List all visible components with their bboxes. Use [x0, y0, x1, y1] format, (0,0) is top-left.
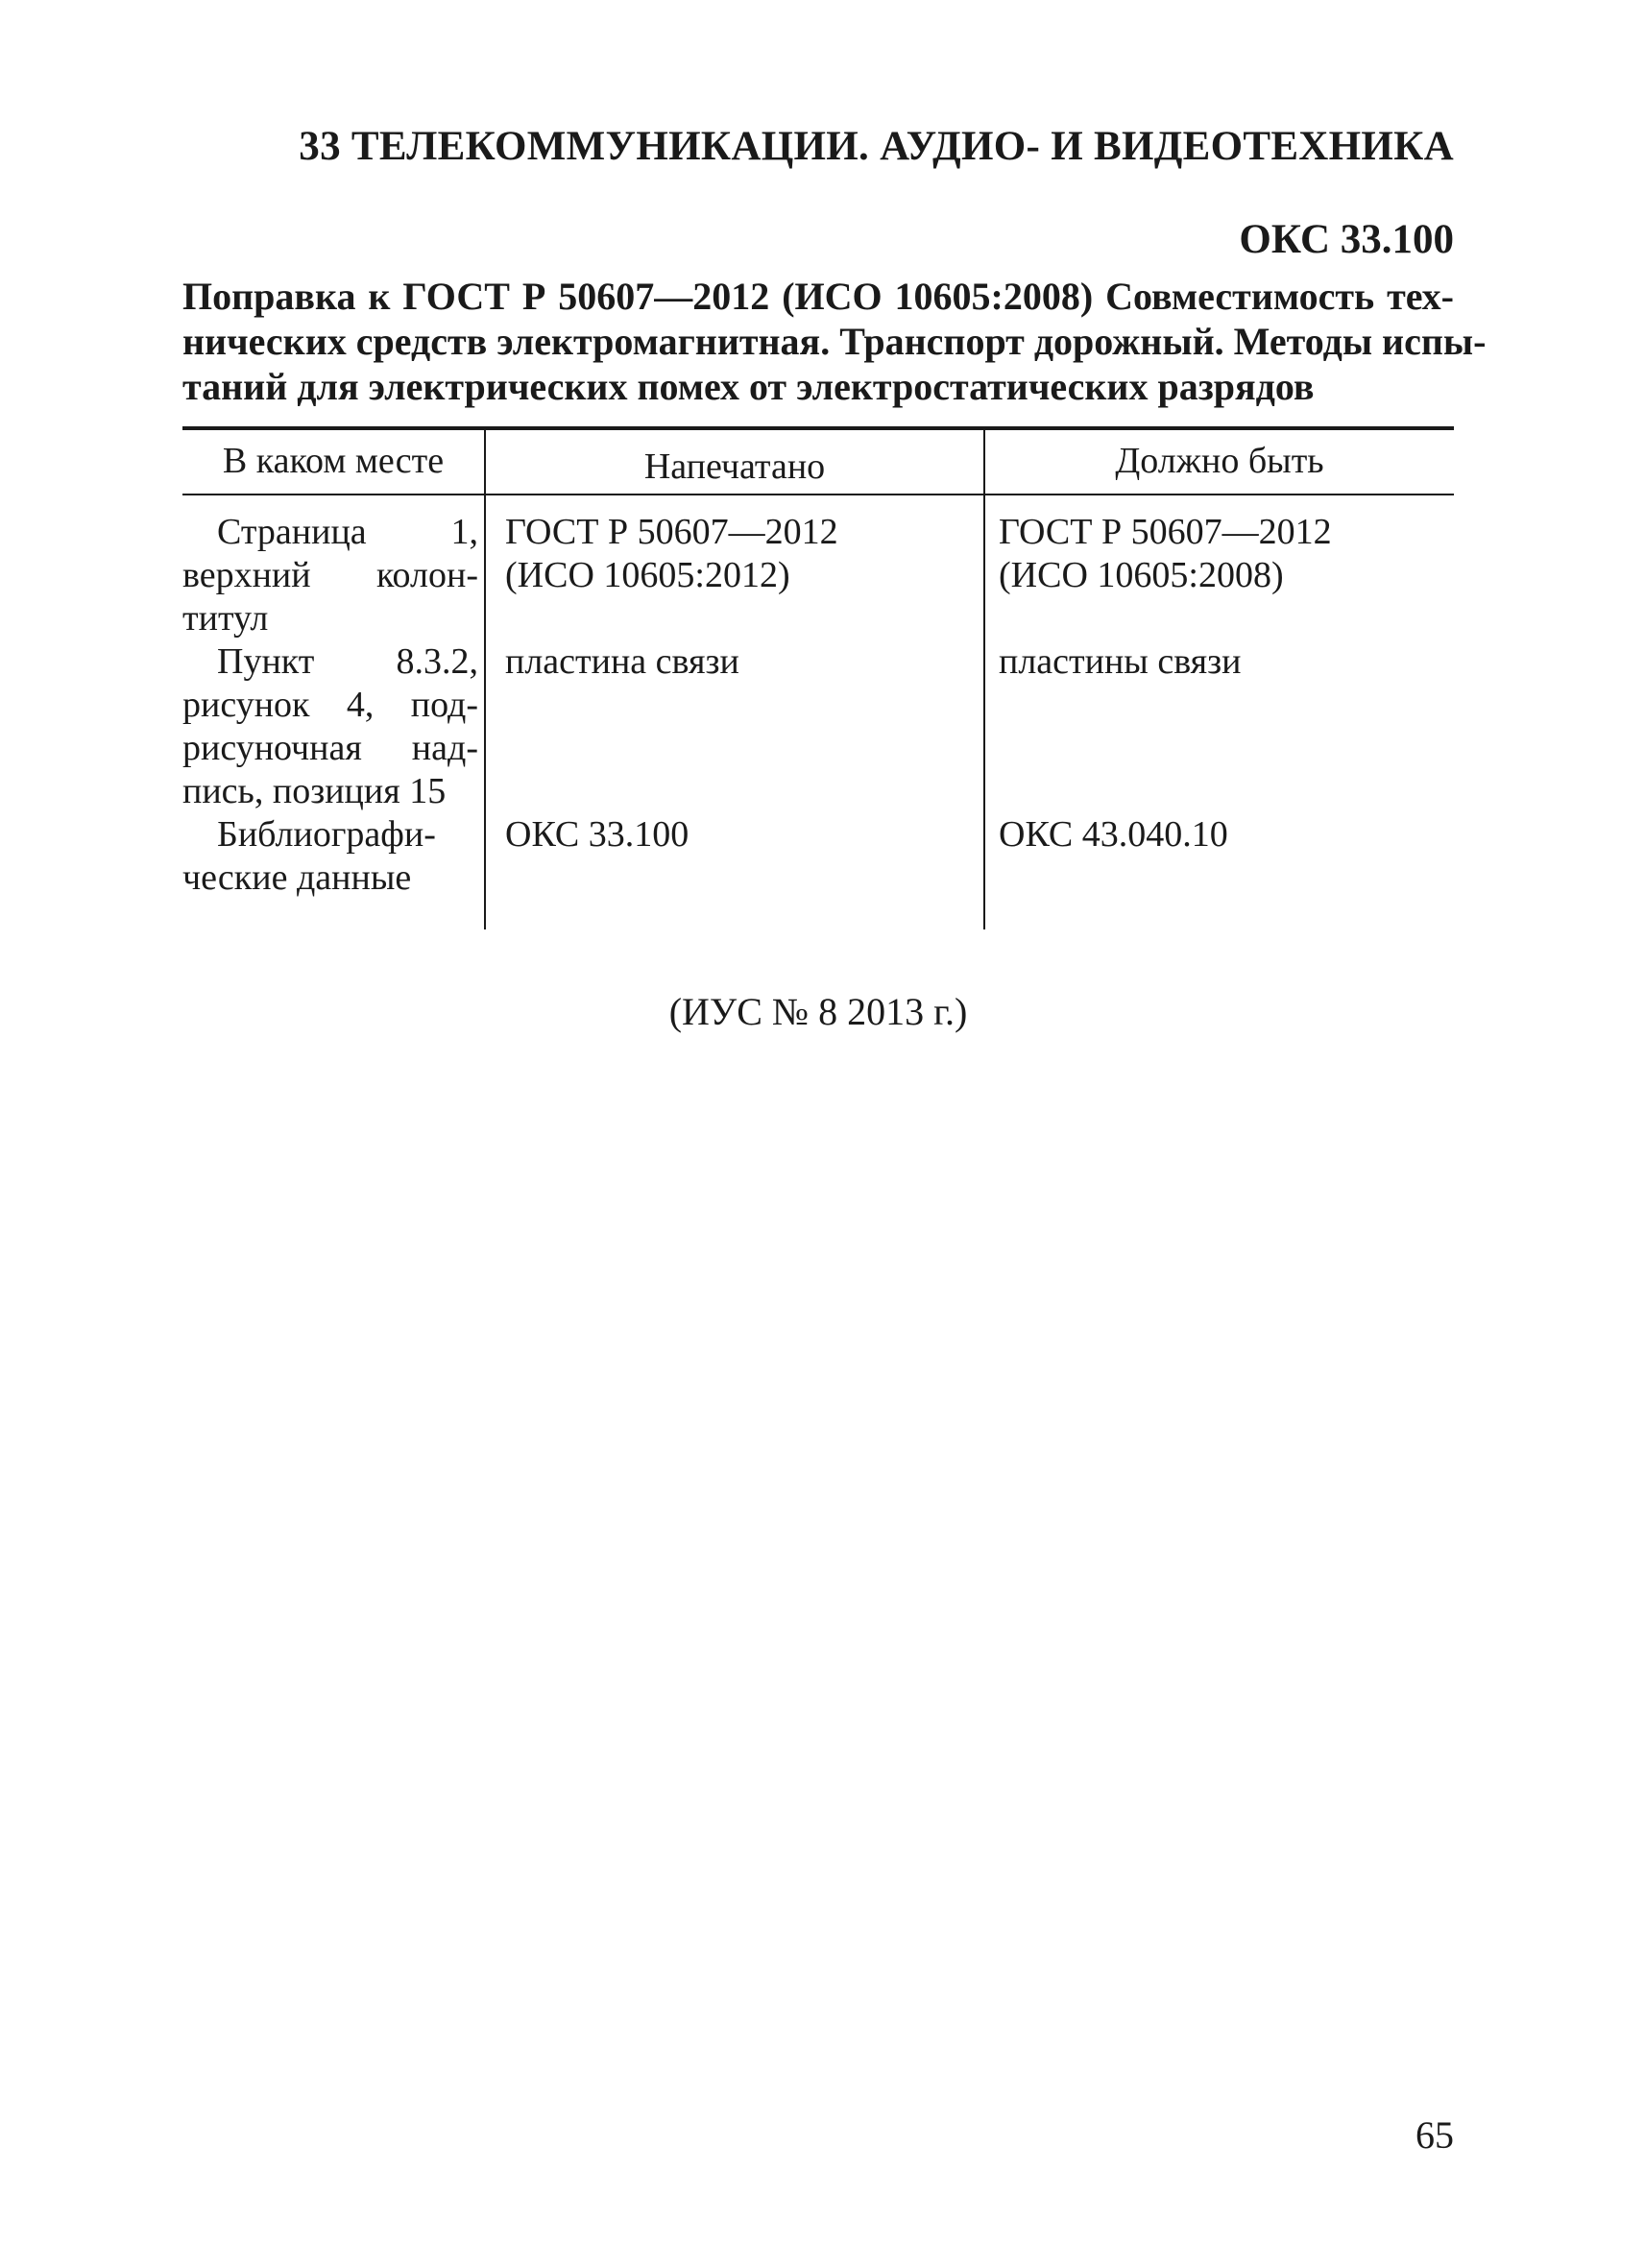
table-row-2-should-be: пластины связи — [999, 641, 1242, 682]
table-row-3-should-be: ОКС 43.040.10 — [999, 814, 1228, 855]
amendment-title — [182, 274, 1487, 409]
table-header-rule — [182, 494, 1454, 495]
table-row-1-should-be: ГОСТ Р 50607—2012 (ИСО 10605:2008) — [999, 512, 1332, 595]
table-row-1-printed: ГОСТ Р 50607—2012 (ИСО 10605:2012) — [505, 512, 838, 595]
table-row-2-printed: пластина связи — [505, 641, 739, 682]
amendment-title-line: Поправка к ГОСТ Р 50607—2012 (ИСО 10605:2008) Совместимость тех- — [182, 275, 1454, 318]
amendment-title-line: нических средств электромагнитная. Транспорт дорожный. Методы испы- — [182, 320, 1487, 363]
table-row-2-where: Пункт 8.3.2, рисунок 4, под- рисуночная над- пись, позиция 15 — [182, 641, 478, 811]
section-heading: 33 ТЕЛЕКОММУНИКАЦИИ. АУДИО- И ВИДЕОТЕХНИКА — [299, 124, 1454, 169]
table-row-3-where: Библиографи- ческие данные — [182, 814, 436, 898]
column-divider — [484, 428, 486, 929]
ius-reference: (ИУС № 8 2013 г.) — [668, 990, 968, 1033]
header-where: В каком месте — [222, 441, 445, 481]
corrections-table — [182, 426, 1454, 929]
oks-code: ОКС 33.100 — [1239, 217, 1454, 262]
header-printed: Напечатано — [643, 446, 826, 487]
table-top-rule — [182, 426, 1454, 430]
page-number: 65 — [1415, 2113, 1454, 2157]
table-row-1-where: Страница 1, верхний колон- титул — [182, 512, 478, 639]
amendment-title-line: таний для электрических помех от электростатических разрядов — [182, 365, 1315, 408]
column-divider — [983, 428, 985, 929]
table-row-3-printed: ОКС 33.100 — [505, 814, 689, 855]
header-should-be: Должно быть — [1115, 441, 1324, 481]
